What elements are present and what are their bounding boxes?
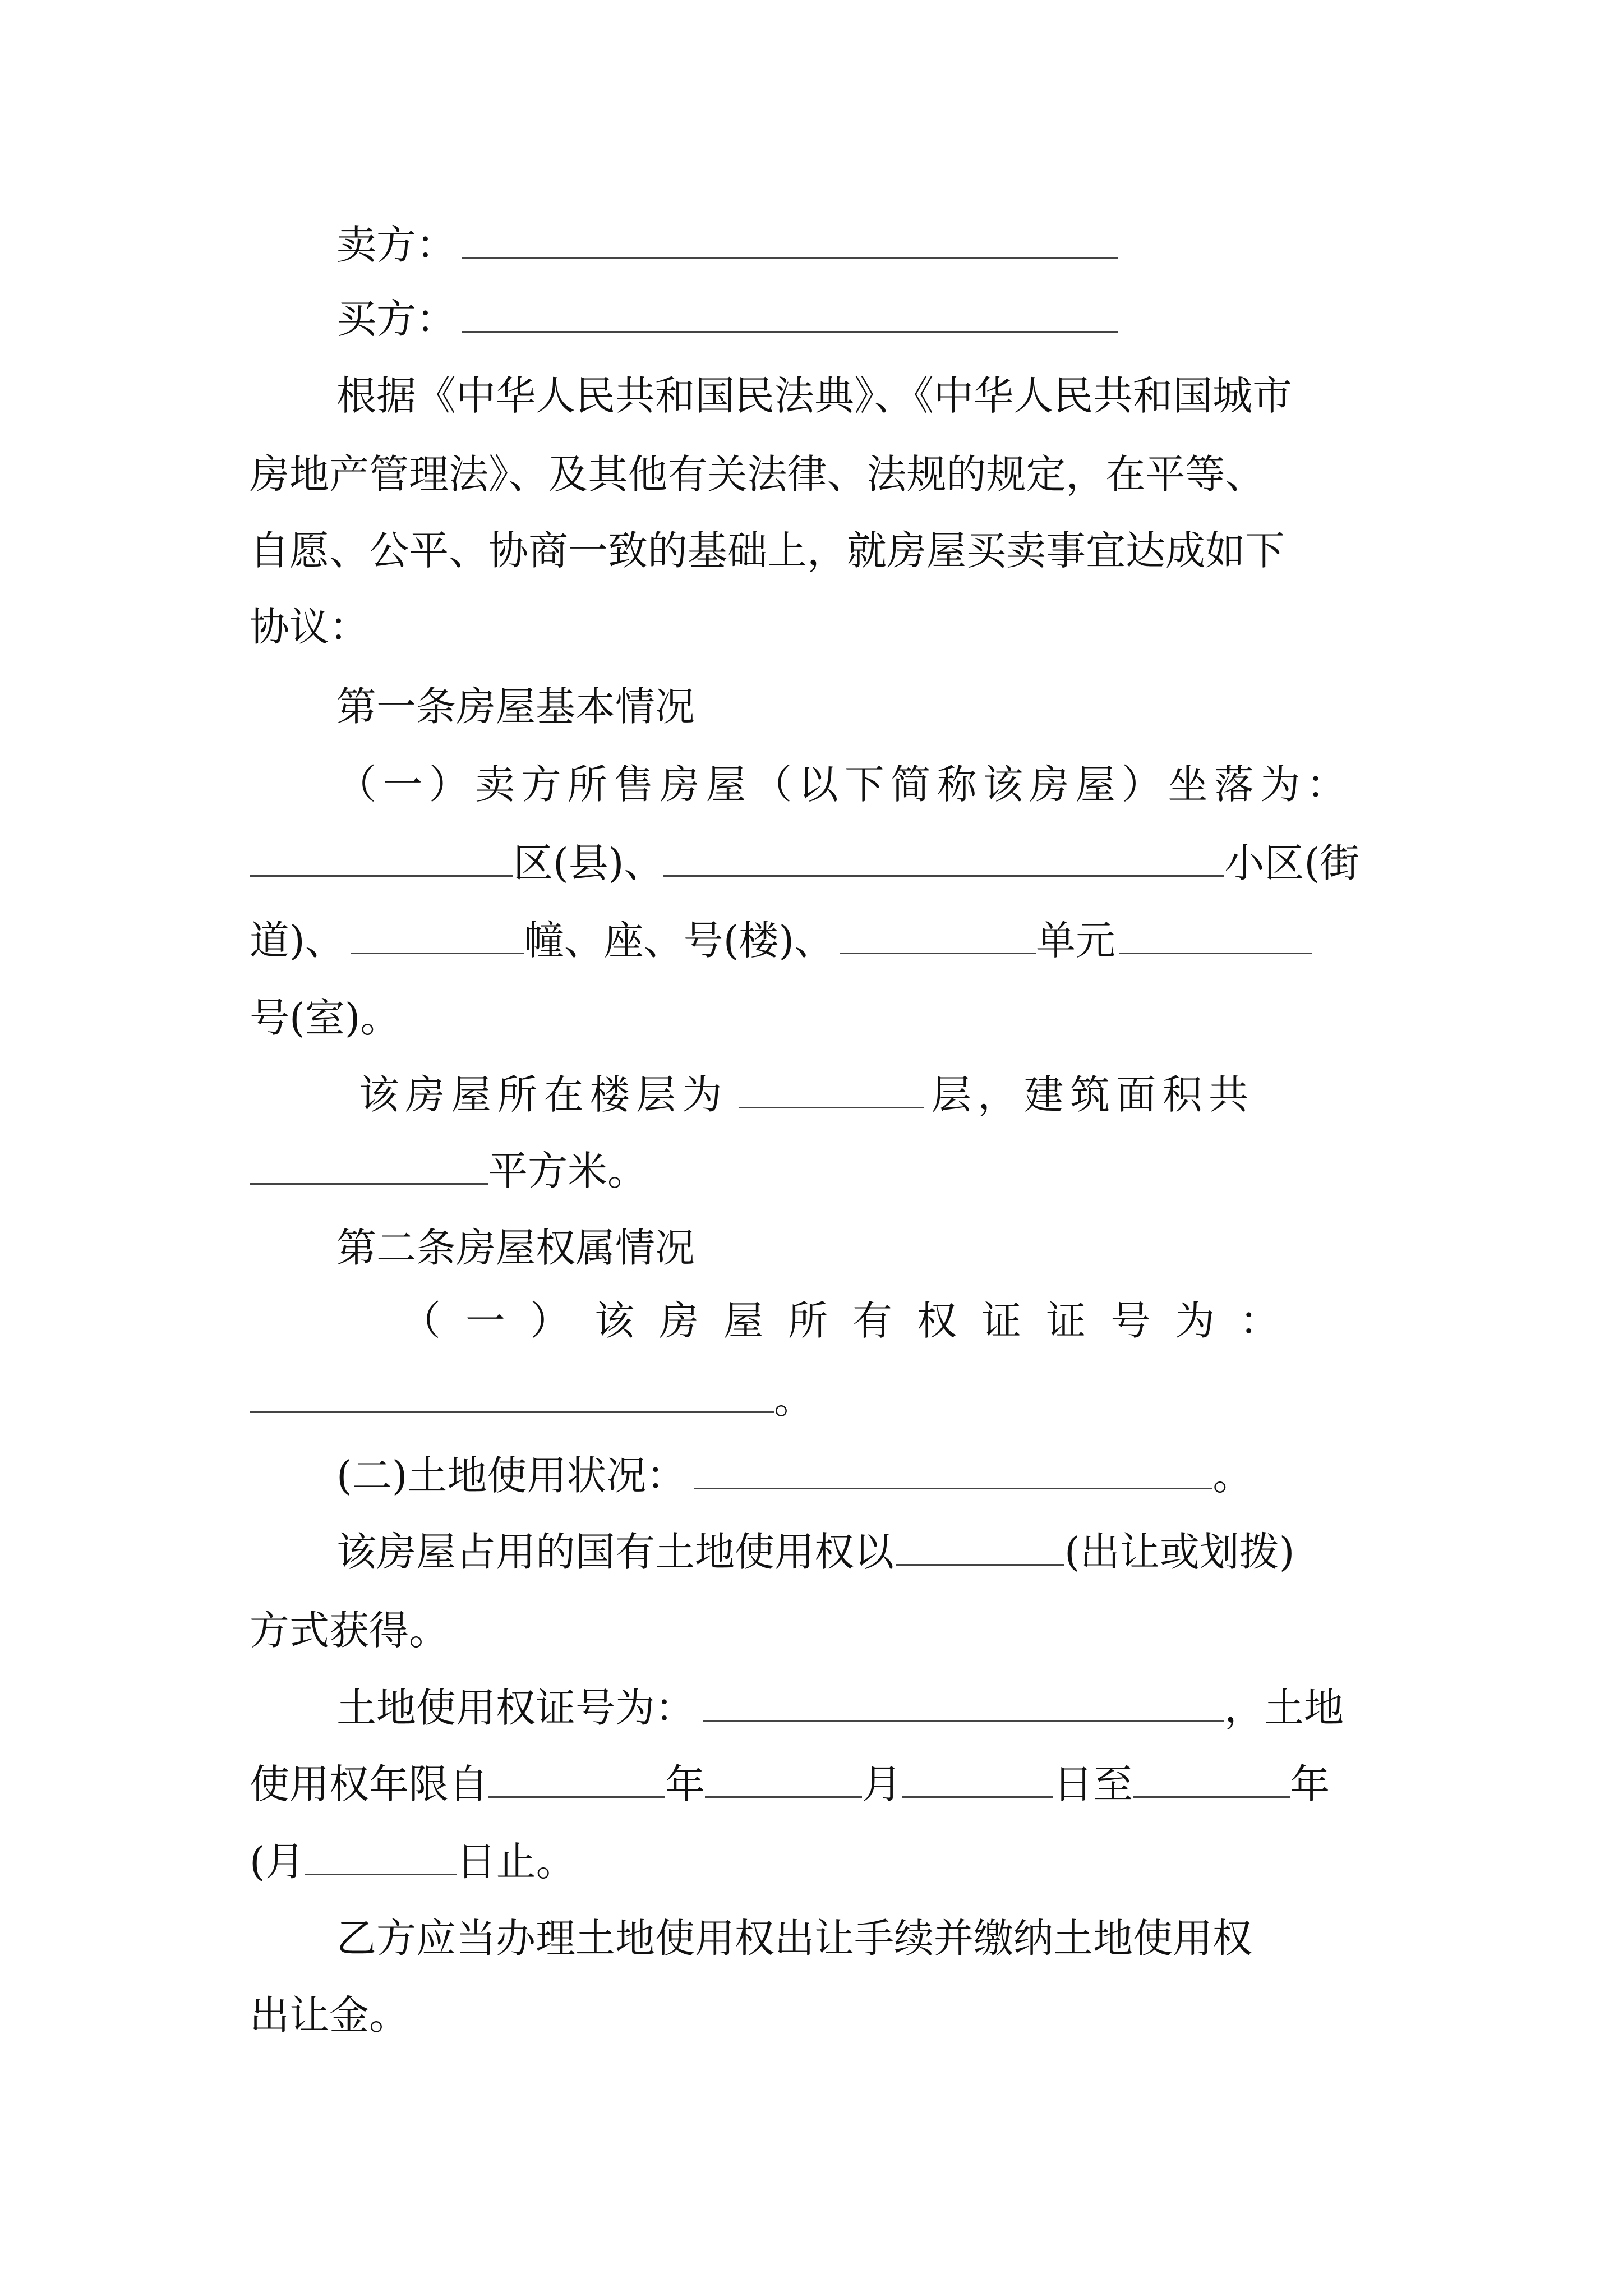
land-right-prefix: 该房屋占用的国有土地使用权以 — [336, 1529, 895, 1575]
land-cert-prefix: 土地使用权证号为： — [336, 1685, 695, 1731]
floor-blank[interactable] — [739, 1068, 924, 1108]
party-b-line-2 — [250, 1985, 1391, 2046]
preamble-text-1: 根据《中华人民共和国民法典》、《中华人民共和国城市 — [336, 372, 1293, 419]
district-label: 区(县)、 — [513, 840, 664, 886]
article2-item1-line — [401, 1290, 1391, 1352]
address-line-1 — [250, 832, 1391, 894]
room-blank[interactable] — [1119, 913, 1312, 954]
day-to-label: 日至 — [1053, 1761, 1133, 1807]
preamble-line-1 — [336, 365, 1391, 427]
party-b-text-2: 出让金。 — [250, 1992, 409, 2039]
land-right-end: 方式获得。 — [250, 1607, 449, 1654]
article2-title-line — [336, 1217, 1391, 1279]
building-blank[interactable] — [351, 913, 524, 954]
land-right-blank[interactable] — [896, 1525, 1064, 1566]
seller-line — [336, 214, 1391, 276]
floor-line — [359, 1064, 1391, 1126]
buyer-label: 买方： — [336, 296, 457, 342]
land-use-status-blank[interactable] — [694, 1448, 1212, 1489]
floor-suffix: 层，建筑面积共 — [931, 1071, 1255, 1118]
land-cert-line — [336, 1677, 1391, 1739]
area-blank[interactable] — [250, 1144, 488, 1185]
district-blank[interactable] — [250, 836, 513, 877]
preamble-text-2: 房地产管理法》、及其他有关法律、法规的规定，在平等、 — [250, 451, 1265, 498]
buyer-blank[interactable] — [462, 292, 1118, 333]
certificate-number-line — [250, 1369, 1391, 1430]
party-b-text-1: 乙方应当办理土地使用权出让手续并缴纳土地使用权 — [336, 1915, 1253, 1962]
preamble-text-4: 协议： — [250, 604, 370, 650]
article1-item1-line — [336, 754, 1391, 816]
preamble-line-2 — [250, 444, 1391, 505]
party-b-line-1 — [336, 1908, 1391, 1970]
unit-blank[interactable] — [840, 913, 1036, 954]
start-month-blank[interactable] — [705, 1757, 862, 1798]
land-right-suffix: (出让或划拨) — [1064, 1529, 1295, 1575]
seller-blank[interactable] — [462, 218, 1118, 259]
floor-prefix: 该房屋所在楼层为 — [359, 1071, 728, 1118]
street-end-label: 道)、 — [250, 917, 345, 964]
preamble-text-3: 自愿、公平、协商一致的基础上，就房屋买卖事宜达成如下 — [250, 527, 1285, 574]
land-right-line — [336, 1521, 1391, 1583]
land-term-end-line — [250, 1831, 1391, 1893]
room-label: 号(室)。 — [250, 995, 400, 1041]
area-suffix: 平方米。 — [488, 1148, 648, 1194]
address-line-2 — [250, 910, 1391, 972]
certificate-number-blank[interactable] — [250, 1372, 774, 1413]
article2-title: 第二条房屋权属情况 — [336, 1225, 695, 1271]
buyer-line — [336, 288, 1391, 350]
certificate-number-end: 。 — [774, 1376, 814, 1423]
end-day-blank[interactable] — [305, 1834, 457, 1875]
preamble-line-3 — [250, 520, 1391, 582]
end-year-blank[interactable] — [1133, 1757, 1290, 1798]
article1-item1-text: （一）卖方所售房屋（以下简称该房屋）坐落为： — [336, 761, 1353, 808]
land-use-status-label: (二)土地使用状况： — [336, 1452, 686, 1499]
term-prefix: 使用权年限自 — [250, 1761, 489, 1807]
community-blank[interactable] — [663, 836, 1224, 877]
seller-label: 卖方： — [336, 222, 457, 268]
area-line — [250, 1140, 1391, 1202]
preamble-line-4 — [250, 596, 1391, 658]
land-cert-blank[interactable] — [703, 1681, 1224, 1722]
article1-title-line — [336, 676, 1391, 738]
article1-title: 第一条房屋基本情况 — [336, 683, 695, 730]
end-month-prefix: (月 — [250, 1838, 305, 1885]
start-year-blank[interactable] — [488, 1757, 665, 1798]
article2-item1-text: （一）该房屋所有权证证号为： — [401, 1297, 1304, 1344]
land-use-status-end: 。 — [1212, 1452, 1253, 1499]
land-term-line — [250, 1754, 1391, 1815]
unit-label: 单元 — [1036, 917, 1116, 964]
end-year-label: 年 — [1290, 1761, 1330, 1807]
start-day-blank[interactable] — [902, 1757, 1053, 1798]
start-year-label: 年 — [665, 1761, 706, 1807]
land-right-end-line — [250, 1600, 1391, 1662]
land-use-status-line — [336, 1445, 1391, 1507]
day-end-label: 日止。 — [456, 1838, 576, 1885]
building-label: 幢、座、号(楼)、 — [524, 917, 834, 964]
land-cert-suffix: ，土地 — [1224, 1685, 1344, 1731]
community-label: 小区(街 — [1224, 840, 1360, 886]
address-line-3 — [250, 987, 1391, 1049]
start-month-label: 月 — [862, 1761, 902, 1807]
